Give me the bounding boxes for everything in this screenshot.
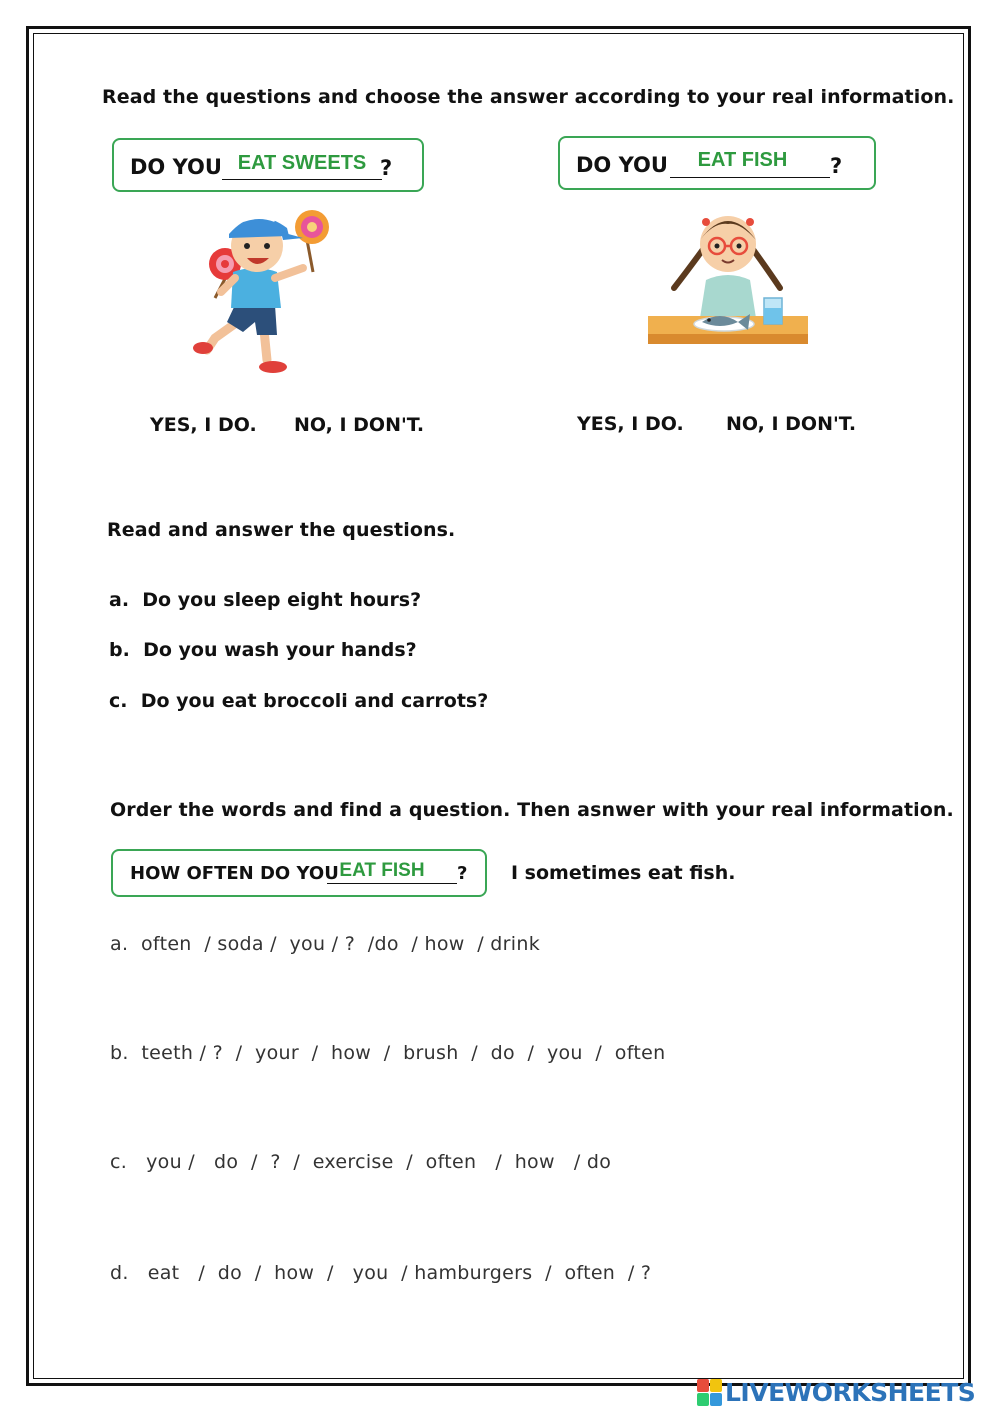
scramble-words: often / soda / you / ? /do / how / drink <box>140 933 540 955</box>
liveworksheets-logo <box>697 1378 975 1407</box>
question-text: Do you wash your hands? <box>143 639 417 661</box>
question-box-left <box>112 138 424 192</box>
question-box-right <box>558 136 876 190</box>
scramble-item-b <box>110 1042 665 1064</box>
answer-blank <box>222 179 382 180</box>
scramble-letter: c. <box>110 1151 128 1173</box>
question-c[interactable] <box>109 690 488 712</box>
example-question-box <box>111 849 487 897</box>
question-mark: ? <box>457 863 468 884</box>
scramble-words: teeth / ? / your / how / brush / do / you / often <box>141 1042 666 1064</box>
scramble-letter: b. <box>110 1042 129 1064</box>
question-a[interactable] <box>109 589 421 611</box>
scramble-words: eat / do / how / you / hamburgers / often / ? <box>141 1262 652 1284</box>
question-letter: c. <box>109 690 128 712</box>
brand-text: LIVEWORKSHEETS <box>725 1378 976 1407</box>
question-letter: a. <box>109 589 130 611</box>
girl-fish-illustration <box>640 200 812 365</box>
question-prefix: DO YOU <box>130 155 222 179</box>
question-text: Do you eat broccoli and carrots? <box>140 690 489 712</box>
answer-blank <box>327 883 457 884</box>
instruction-part2: Read and answer the questions. <box>107 519 456 541</box>
example-reply: I sometimes eat fish. <box>511 862 736 884</box>
answer-blank <box>670 177 830 178</box>
scramble-letter: a. <box>110 933 129 955</box>
instruction-part3: Order the words and find a question. Then asnwer with your real information. <box>110 799 954 821</box>
logo-blocks-icon <box>697 1379 723 1407</box>
scramble-item-a <box>110 933 540 955</box>
choice-no-right[interactable]: NO, I DON'T. <box>726 413 857 435</box>
choice-no-left[interactable]: NO, I DON'T. <box>294 414 425 436</box>
scramble-item-d <box>110 1262 651 1284</box>
question-b[interactable] <box>109 639 417 661</box>
choice-yes-right[interactable]: YES, I DO. <box>577 413 684 435</box>
question-letter: b. <box>109 639 130 661</box>
instruction-part1: Read the questions and choose the answer according to your real information. <box>102 86 955 108</box>
example-answer-input[interactable]: EAT FISH <box>339 860 425 881</box>
scramble-letter: d. <box>110 1262 129 1284</box>
choice-yes-left[interactable]: YES, I DO. <box>150 414 257 436</box>
boy-lollipops-illustration <box>185 200 345 380</box>
example-prefix: HOW OFTEN DO YOU <box>130 863 339 884</box>
scramble-item-c <box>110 1151 611 1173</box>
scramble-words: you / do / ? / exercise / often / how / do <box>139 1151 612 1173</box>
answer-input-left[interactable]: EAT SWEETS <box>237 152 367 174</box>
answer-input-right[interactable]: EAT FISH <box>697 149 788 171</box>
question-prefix: DO YOU <box>576 153 668 177</box>
question-mark: ? <box>380 156 393 180</box>
question-text: Do you sleep eight hours? <box>142 589 422 611</box>
question-mark: ? <box>830 154 843 178</box>
